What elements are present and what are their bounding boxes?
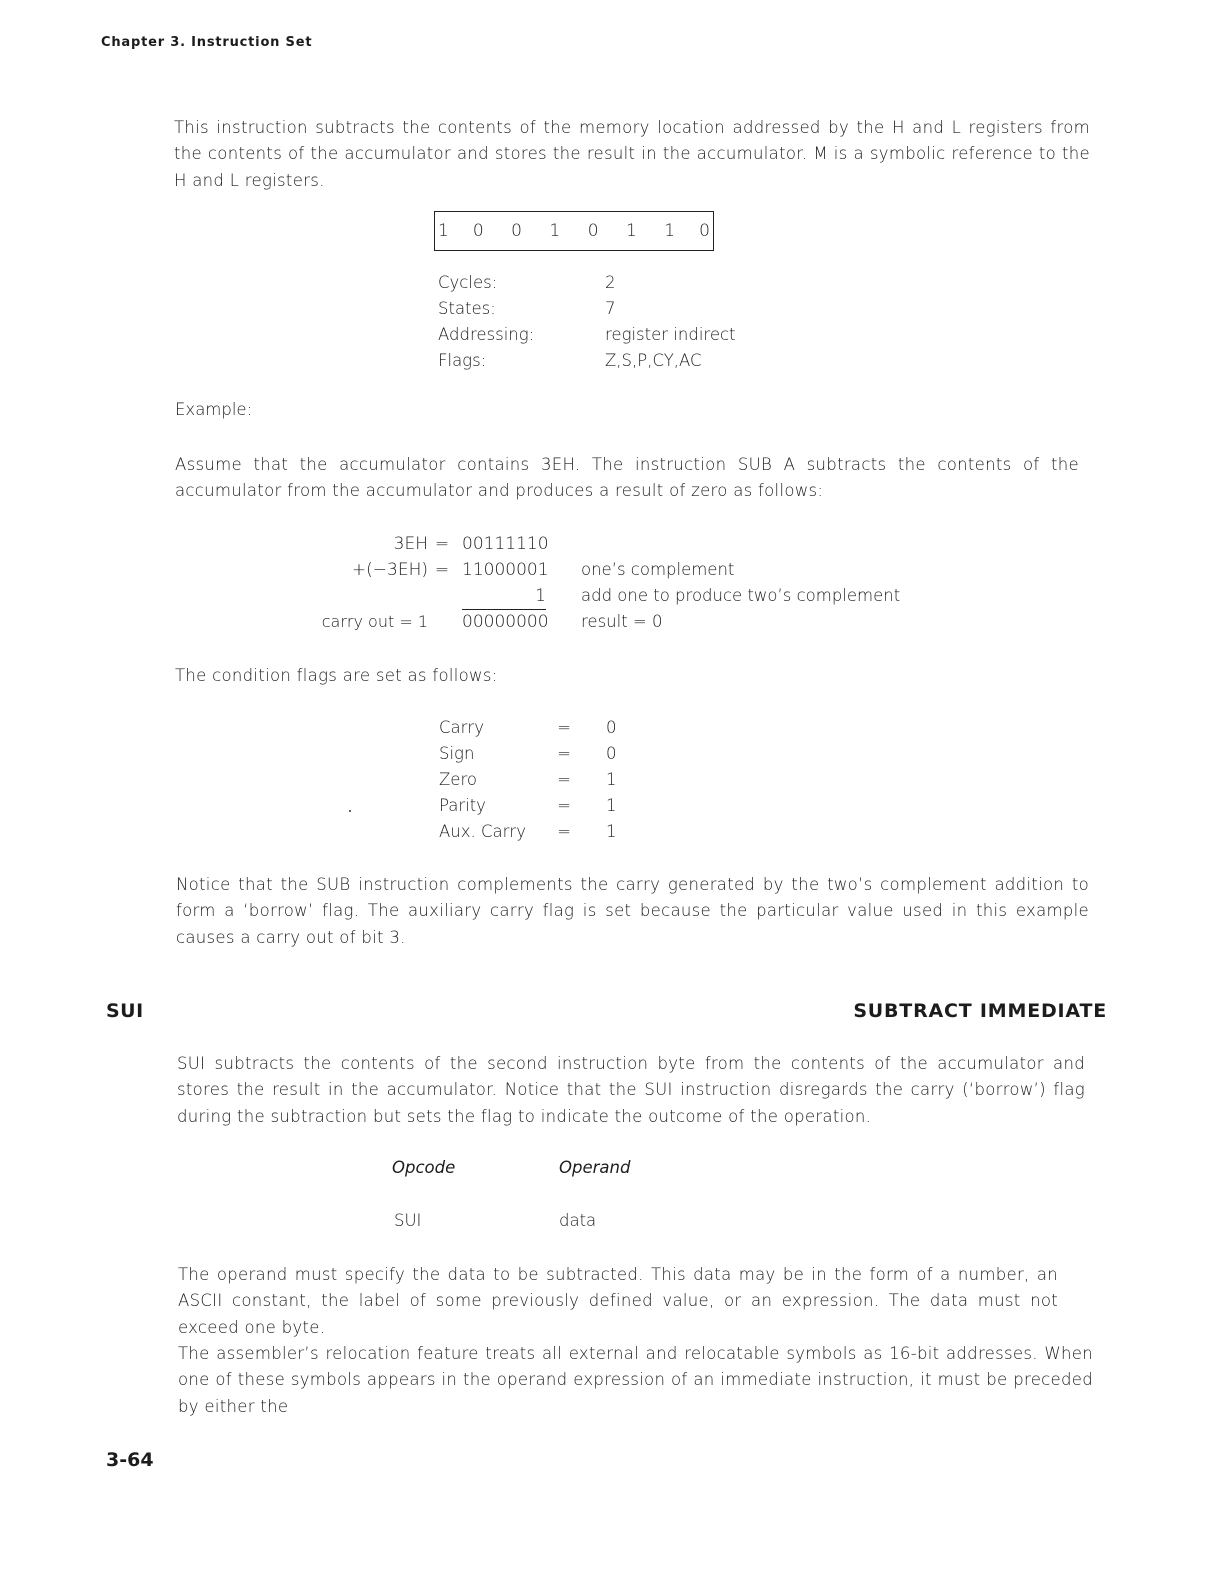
section-mnemonic: SUI [106,1000,144,1022]
running-head: Chapter 3. Instruction Set [101,35,313,50]
info-value: 7 [605,299,616,318]
calc-binary-column [462,531,549,635]
calc-equals-column [432,531,452,583]
calc-left-cell: carry out = 1 [321,612,428,631]
flag-value: 0 [606,744,617,763]
opcode-bit: 1 [664,221,676,241]
info-label: Cycles: [438,273,498,292]
flag-eq: = [557,770,571,789]
calc-equals: = [434,560,450,580]
operand-value: data [559,1211,597,1230]
flag-name: Sign [439,744,475,763]
flag-values [606,715,617,845]
calc-left-column [300,531,428,635]
info-value: register indirect [605,325,736,344]
calc-equals: = [434,534,450,554]
opcode-bit: 1 [549,221,561,241]
calc-left-cell: +(−3EH) [351,560,428,580]
opcode-bit: 0 [511,221,522,241]
calc-note: add one to produce two’s complement [581,586,901,605]
flag-eq: = [557,796,571,815]
calc-left-cell [300,583,428,609]
flag-eq: = [557,718,571,737]
info-value: Z,S,P,CY,AC [605,351,702,370]
info-label: States: [438,299,496,318]
section-title: SUBTRACT IMMEDIATE [853,1000,1107,1022]
example-label: Example: [175,400,253,419]
info-value: 2 [605,273,616,292]
relocation-paragraph: The assembler’s relocation feature treats all external and relocatable symbols as 16-bit addresses. When one of these symbols appears in the operand expression of an immediate instruction, it must be preceded by either the [178,1344,1093,1416]
calc-note: result = 0 [581,612,663,631]
page-number: 3-64 [106,1449,154,1471]
opcode-bit: 1 [438,221,449,241]
flag-value: 0 [606,718,617,737]
calc-note: one’s complement [581,560,735,579]
operand-paragraph: The operand must specify the data to be subtracted. This data may be in the form of a number, an ASCII constant, the label of some previously defined value, or an expression. The data must not exceed one byte. [178,1265,1058,1337]
flags-intro: The condition flags are set as follows: [175,666,498,685]
sum-rule [462,609,546,610]
calc-binary: 00000000 [462,612,549,632]
sui-description: SUI subtracts the contents of the second instruction byte from the contents of the accumulator and stores the result in the accumulator. Notice that the SUI instruction disregards the carry (‘borrow’) flag during the subtraction but sets the flag to indicate the outcome of the operation. [177,1054,1085,1126]
flag-eq: = [557,744,571,763]
flag-name: Aux. Carry [439,822,526,841]
instruction-info-values [605,270,736,374]
flag-value: 1 [606,822,617,841]
info-label: Flags: [438,351,487,370]
opcode-value: SUI [394,1211,422,1230]
flag-names [439,715,526,845]
opcode-bit: 1 [625,221,637,241]
example-paragraph: Assume that the accumulator contains 3EH. The instruction SUB A subtracts the contents of the accumulator from the accumulator and produces a result of zero as follows: [175,455,1079,501]
opcode-bit-box [434,211,714,251]
flag-name: Carry [439,718,484,737]
opcode-bit: 0 [472,221,484,241]
flag-value: 1 [606,796,617,815]
intro-paragraph: This instruction subtracts the contents of the memory location addressed by the H and L registers from the contents of the accumulator and stores the result in the accumulator. M is a symbolic reference to the H and L registers. [174,118,1090,190]
opcode-bit: 0 [587,221,599,241]
flag-equals [556,715,572,845]
stray-dot [349,810,351,812]
flag-name: Parity [439,796,486,815]
info-label: Addressing: [438,325,535,344]
calc-left-cell: 3EH [393,534,428,554]
flag-eq: = [557,822,571,841]
operand-column-header: Operand [559,1158,631,1177]
flag-name: Zero [439,770,477,789]
calc-notes-column [581,557,900,635]
opcode-column-header: Opcode [392,1158,456,1177]
notice-paragraph: Notice that the SUB instruction complements the carry generated by the two’s complement addition to form a ‘borrow’ flag. The auxiliary carry flag is set because the particular value used in this example causes a carry out of bit 3. [176,875,1089,947]
opcode-bit: 0 [699,221,710,241]
instruction-info-labels [438,270,534,374]
calc-binary: 11000001 [462,560,549,580]
calc-binary: 00111110 [462,534,549,554]
calc-binary: 1 [535,586,546,606]
flag-value: 1 [606,770,617,789]
